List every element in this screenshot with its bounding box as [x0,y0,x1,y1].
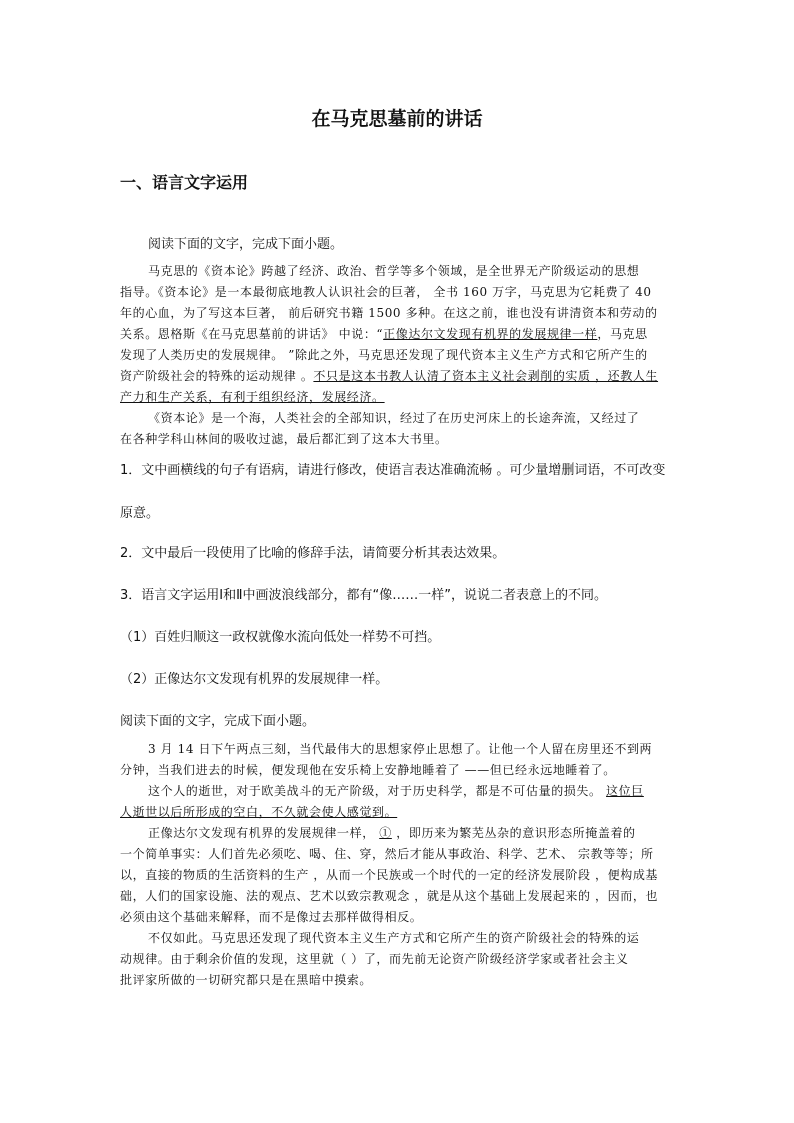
passage1-line: 在各种学科山林间的吸收过滤，最后都汇到了这本大书里。 [120,432,448,446]
wavy-underlined-text: 正像达尔文发现有机界的发展规律一样 [383,327,598,341]
passage2-text: ，即历来为繁芜丛杂的意识形态所掩盖着的 [391,826,636,840]
underlined-sentence: 这位巨 [606,784,644,798]
question-3-item-2: （2）正像达尔文发现有机界的发展规律一样。 [120,672,389,687]
blank-marker-1: ① [379,826,392,840]
passage1-text: 关系。恩格斯《在马克思墓前的讲话》 中说：“ [120,327,384,341]
passage2-line [148,782,644,799]
passage1-line: 指导。《资本论》是一本最彻底地教人认识社会的巨著， 全书 160 万字，马克思为它耗费了 40 [120,285,652,299]
underlined-sentence: 人逝世以后所形成的空白，不久就会使人感觉到。 [120,805,398,819]
passage2-text: 正像达尔文发现有机界的发展规律一样， [148,826,380,840]
passage2-line: 3 月 14 日下午两点三刻，当代最伟大的思想家停止思想了。让他一个人留在房里还不到两 [148,742,653,756]
underlined-sentence: 不只是这本书教人认清了资本主义社会剥削的实质 ，还教人生 [313,369,659,383]
question-1: 1．文中画横线的句子有语病，请进行修改，使语言表达准确流畅 。可少量增删词语，不可改变 [120,463,666,478]
passage2-line [148,824,636,841]
passage2-line: 一个简单事实：人们首先必须吃、喝、住、穿，然后才能从事政治、科学、艺术、 宗教等等；所 [120,847,654,861]
underlined-sentence: 产力和生产关系，有利于组织经济，发展经济。 [120,390,385,404]
passage1-text: 资产阶级社会的特殊的运动规律 。 [120,369,314,383]
passage2-line: 批评家所做的一切研究都只是在黑暗中摸索。 [120,973,373,987]
passage1-line [120,325,648,342]
document-title: 在马克思墓前的讲话 [311,108,483,130]
passage2-line: 不仅如此。马克思还发现了现代资本主义生产方式和它所产生的资产阶级社会的特殊的运 [148,931,640,945]
passage1-line: 马克思的《资本论》跨越了经济、政治、哲学等多个领域，是全世界无产阶级运动的思想 [148,264,640,278]
question-3: 3．语言文字运用Ⅰ和Ⅱ中画波浪线部分，都有“像……一样”，说说二者表意上的不同。 [120,588,607,603]
question-1-continued: 原意。 [120,506,160,521]
reading-instruction-2: 阅读下面的文字，完成下面小题。 [120,714,316,729]
passage2-line: 础，人们的国家设施、法的观点、艺术以致宗教观念 ，就是从这个基础上发展起来的 ，因而，也 [120,889,659,903]
passage1-line: 发现了人类历史的发展规律。 ”除此之外，马克思还发现了现代资本主义生产方式和它所产生的 [120,348,648,362]
passage2-line: 必须由这个基础来解释，而不是像过去那样做得相反。 [120,910,423,924]
passage1-text: ，马克思 [597,327,648,341]
passage1-line: 年的心血，为了写这本巨著， 前后研究书籍 1500 多种。在这之前，谁也没有讲清资本和劳动的 [120,306,658,320]
section-heading: 一、语言文字运用 [120,173,249,192]
passage1-line: 《资本论》是一个海，人类社会的全部知识，经过了在历史河床上的长途奔流，又经过了 [148,411,640,425]
reading-instruction-1: 阅读下面的文字，完成下面小题。 [148,237,344,252]
question-3-item-1: （1）百姓归顺这一政权就像水流向低处一样势不可挡。 [120,630,441,645]
question-2: 2．文中最后一段使用了比喻的修辞手法，请简要分析其表达效果。 [120,546,506,561]
passage1-line [120,367,658,384]
passage2-line: 以，直接的物质的生活资料的生产 ，从而一个民族或一个时代的一定的经济发展阶段 ，便构成基 [120,868,659,882]
passage2-line: 分钟，当我们进去的时候，便发现他在安乐椅上安静地睡着了 ——但已经永远地睡着了。 [120,763,616,777]
passage2-line: 动规律。由于剩余价值的发现，这里就（ ）了，而先前无论资产阶级经济学家或者社会主义 [120,952,629,966]
passage2-text: 这个人的逝世，对于欧美战斗的无产阶级，对于历史科学，都是不可估量的损失。 [148,784,607,798]
